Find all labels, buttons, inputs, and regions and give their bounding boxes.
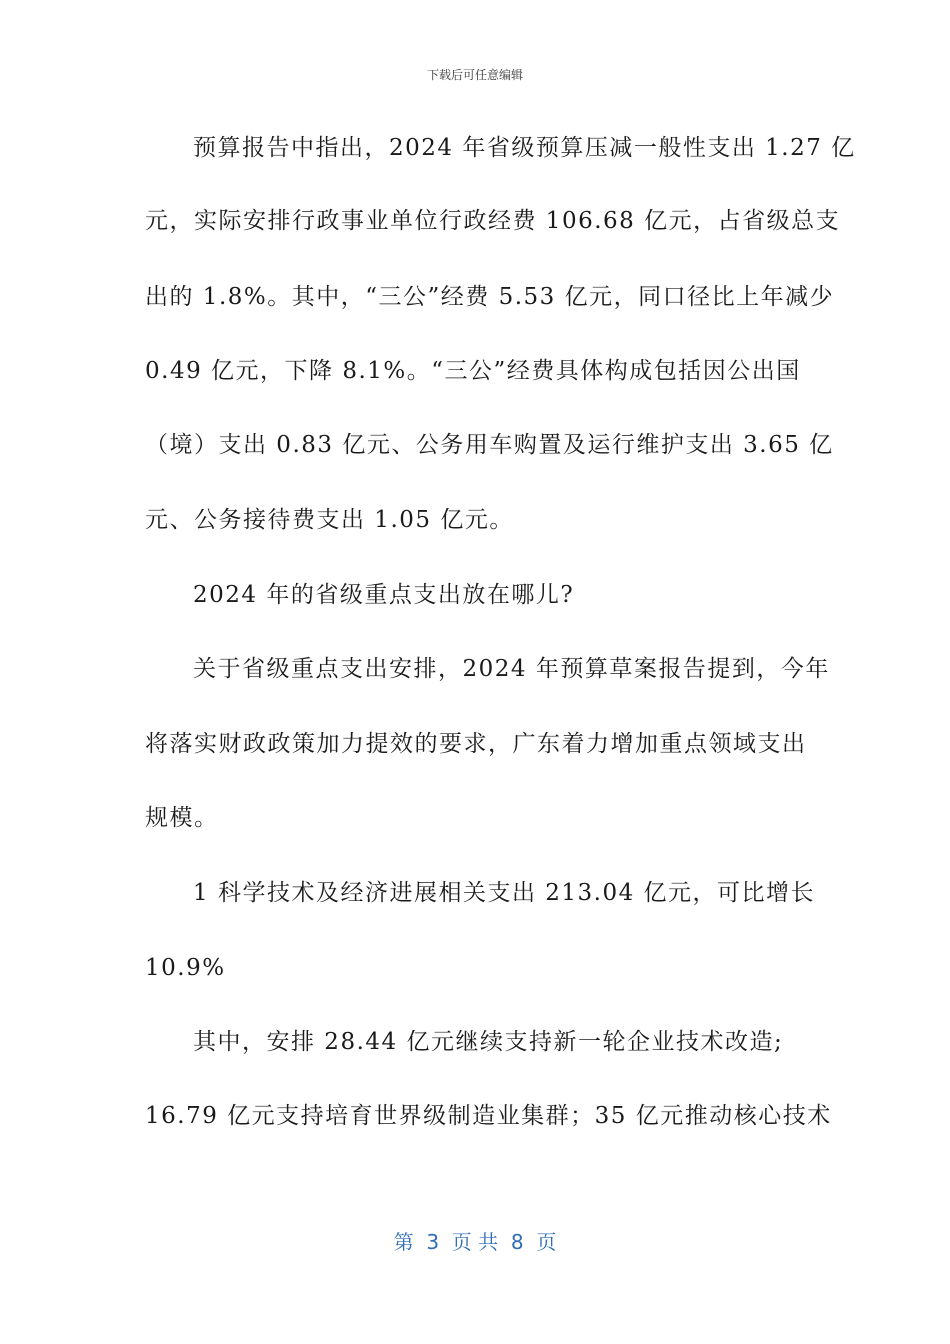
body-line-13: 其中，安排 28.44 亿元继续支持新一轮企业技术改造; [193, 1029, 784, 1055]
body-line-4: 0.49 亿元，下降 8.1%。“三公”经费具体构成包括因公出国 [145, 358, 801, 384]
body-line-2: 元，实际安排行政事业单位行政经费 106.68 亿元，占省级总支 [145, 208, 841, 234]
body-line-3: 出的 1.8%。其中，“三公”经费 5.53 亿元，同口径比上年减少 [145, 284, 835, 310]
body-line-12: 10.9% [145, 955, 226, 981]
body-line-14: 16.79 亿元支持培育世界级制造业集群；35 亿元推动核心技术 [145, 1103, 832, 1129]
section-question: 2024 年的省级重点支出放在哪儿? [193, 582, 575, 608]
body-line-10: 规模。 [145, 805, 219, 831]
body-line-5: （境）支出 0.83 亿元、公务用车购置及运行维护支出 3.65 亿 [145, 432, 834, 458]
header-note: 下载后可任意编辑 [426, 68, 523, 82]
page-footer: 第 3 页 共 8 页 [393, 1230, 557, 1254]
body-line-11: 1 科学技术及经济进展相关支出 213.04 亿元，可比增长 [193, 880, 816, 906]
body-line-8: 关于省级重点支出安排，2024 年预算草案报告提到，今年 [193, 656, 830, 682]
body-line-6: 元、公务接待费支出 1.05 亿元。 [145, 507, 514, 533]
body-line-1: 预算报告中指出，2024 年省级预算压减一般性支出 1.27 亿 [193, 135, 856, 161]
body-line-9: 将落实财政政策加力提效的要求，广东着力增加重点领域支出 [145, 731, 807, 757]
